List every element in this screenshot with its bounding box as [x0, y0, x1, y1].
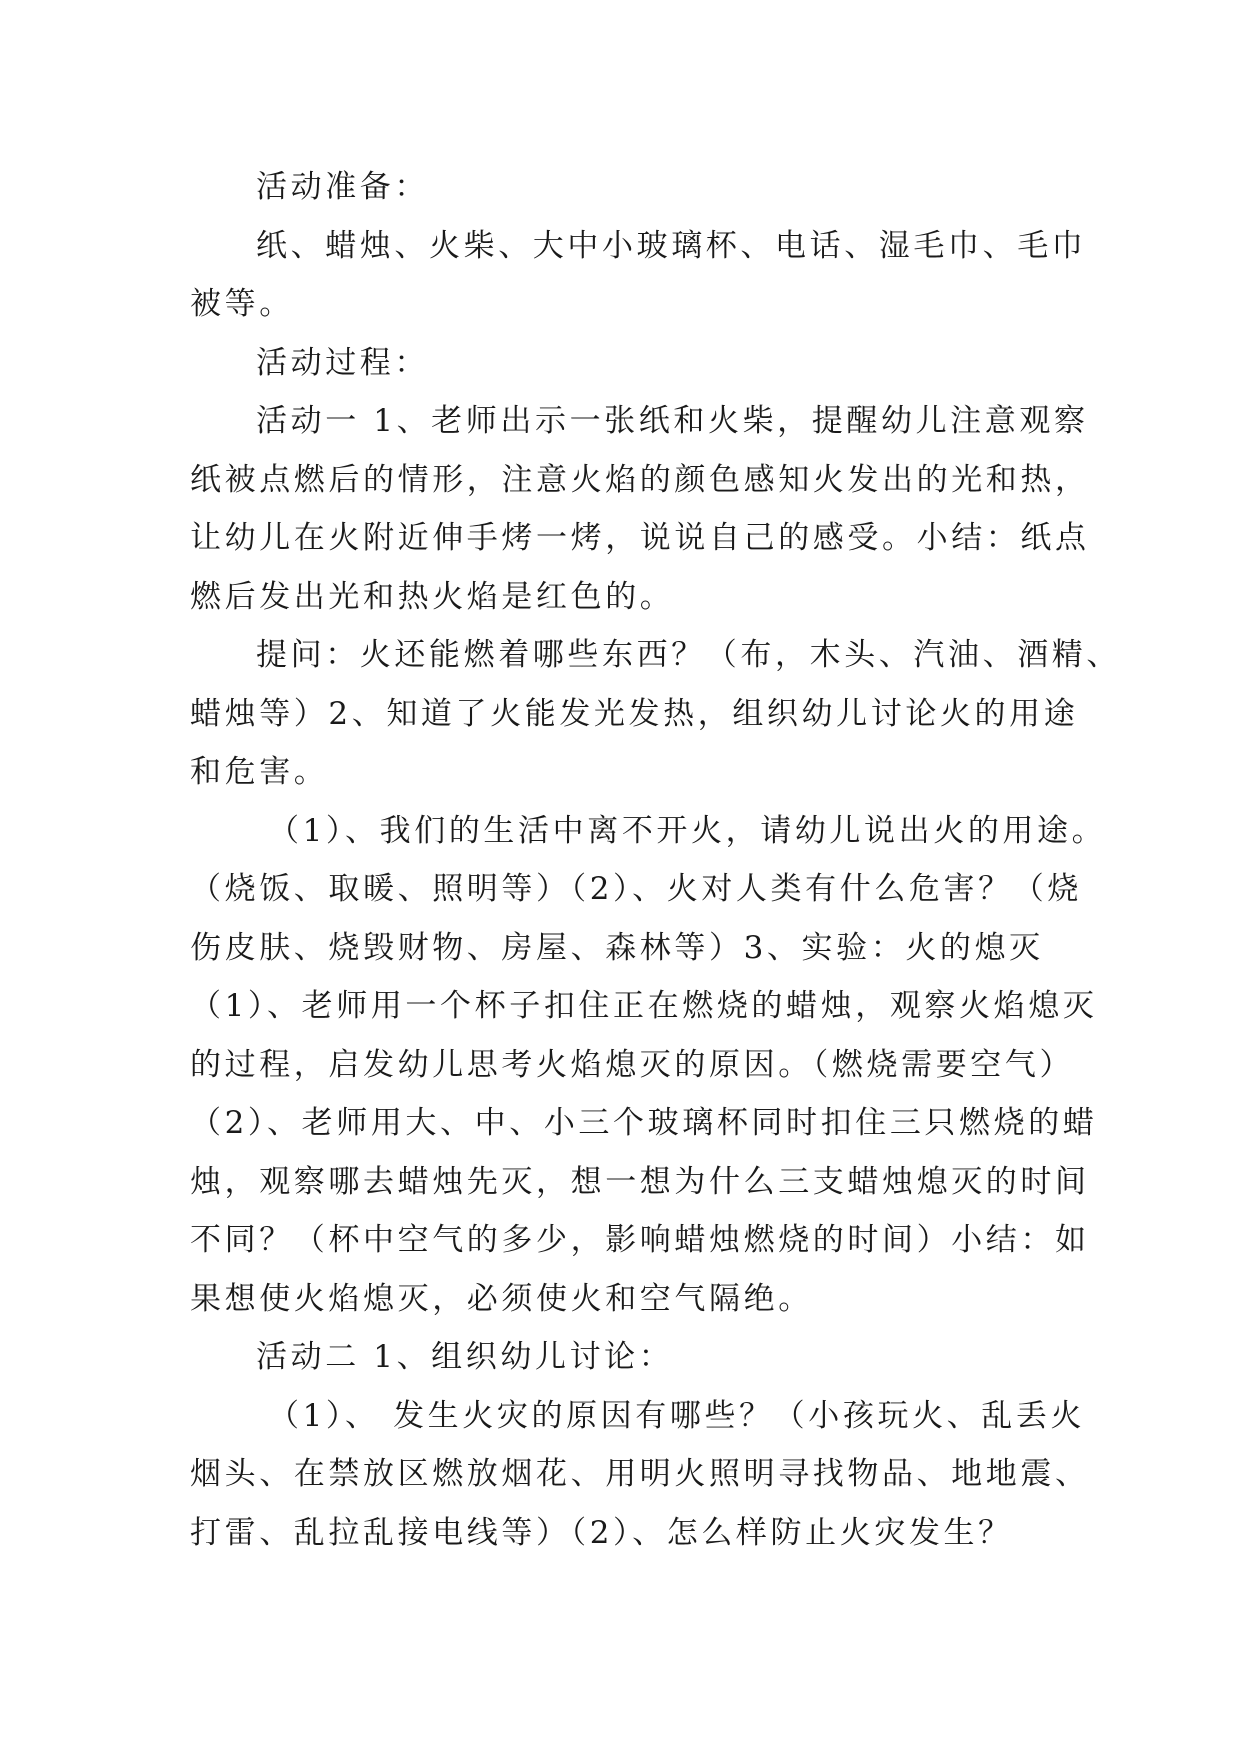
paragraph-line: 烛，观察哪去蜡烛先灭，想一想为什么三支蜡烛熄灭的时间: [190, 1163, 1090, 1200]
paragraph-line: 提问：火还能燃着哪些东西？（布，木头、汽油、酒精、: [256, 637, 1121, 673]
paragraph-line: 被等。: [190, 286, 294, 322]
paragraph-line: 蜡烛等）2、知道了火能发光发热，组织幼儿讨论火的用途: [190, 695, 1079, 732]
paragraph-line: （烧饭、取暖、照明等）（2）、火对人类有什么危害？（烧: [190, 871, 1082, 907]
paragraph-line: （1）、我们的生活中离不开火，请幼儿说出火的用途。: [268, 812, 1107, 849]
section-heading-preparation: 活动准备：: [256, 169, 429, 205]
paragraph-line: 燃后发出光和热火焰是红色的。: [190, 578, 675, 615]
section-heading-activity-two: 活动二 1、组织幼儿讨论：: [256, 1339, 674, 1375]
document-body: [190, 158, 1121, 1562]
paragraph-line: 让幼儿在火附近伸手烤一烤，说说自己的感受。小结：纸点: [190, 520, 1090, 556]
paragraph-line: 烟头、在禁放区燃放烟花、用明火照明寻找物品、地地震、: [190, 1456, 1090, 1492]
paragraph-line: 的过程，启发幼儿思考火焰熄灭的原因。（燃烧需要空气）: [190, 1046, 1075, 1083]
paragraph-line: 不同？（杯中空气的多少，影响蜡烛燃烧的时间）小结：如: [190, 1222, 1090, 1258]
paragraph-line: 活动一 1、老师出示一张纸和火柴，提醒幼儿注意观察: [256, 403, 1089, 439]
paragraph-line: （2）、老师用大、中、小三个玻璃杯同时扣住三只燃烧的蜡: [190, 1105, 1098, 1141]
paragraph-line: （1）、 发生火灾的原因有哪些？（小孩玩火、乱丢火: [268, 1397, 1086, 1434]
section-heading-process: 活动过程：: [256, 344, 429, 381]
paragraph-line: 伤皮肤、烧毁财物、房屋、森林等）3、实验：火的熄灭: [190, 929, 1044, 966]
paragraph-line: （1）、老师用一个杯子扣住正在燃烧的蜡烛，观察火焰熄灭: [190, 988, 1098, 1024]
paragraph-line: 果想使火焰熄灭，必须使火和空气隔绝。: [190, 1280, 813, 1317]
paragraph-line: 打雷、乱拉乱接电线等）（2）、怎么样防止火灾发生？: [190, 1514, 1013, 1551]
paragraph-line: 和危害。: [190, 754, 329, 790]
paragraph-line: 纸被点燃后的情形，注意火焰的颜色感知火发出的光和热，: [190, 461, 1090, 498]
paragraph-line: 纸、蜡烛、火柴、大中小玻璃杯、电话、湿毛巾、毛巾: [256, 227, 1087, 264]
